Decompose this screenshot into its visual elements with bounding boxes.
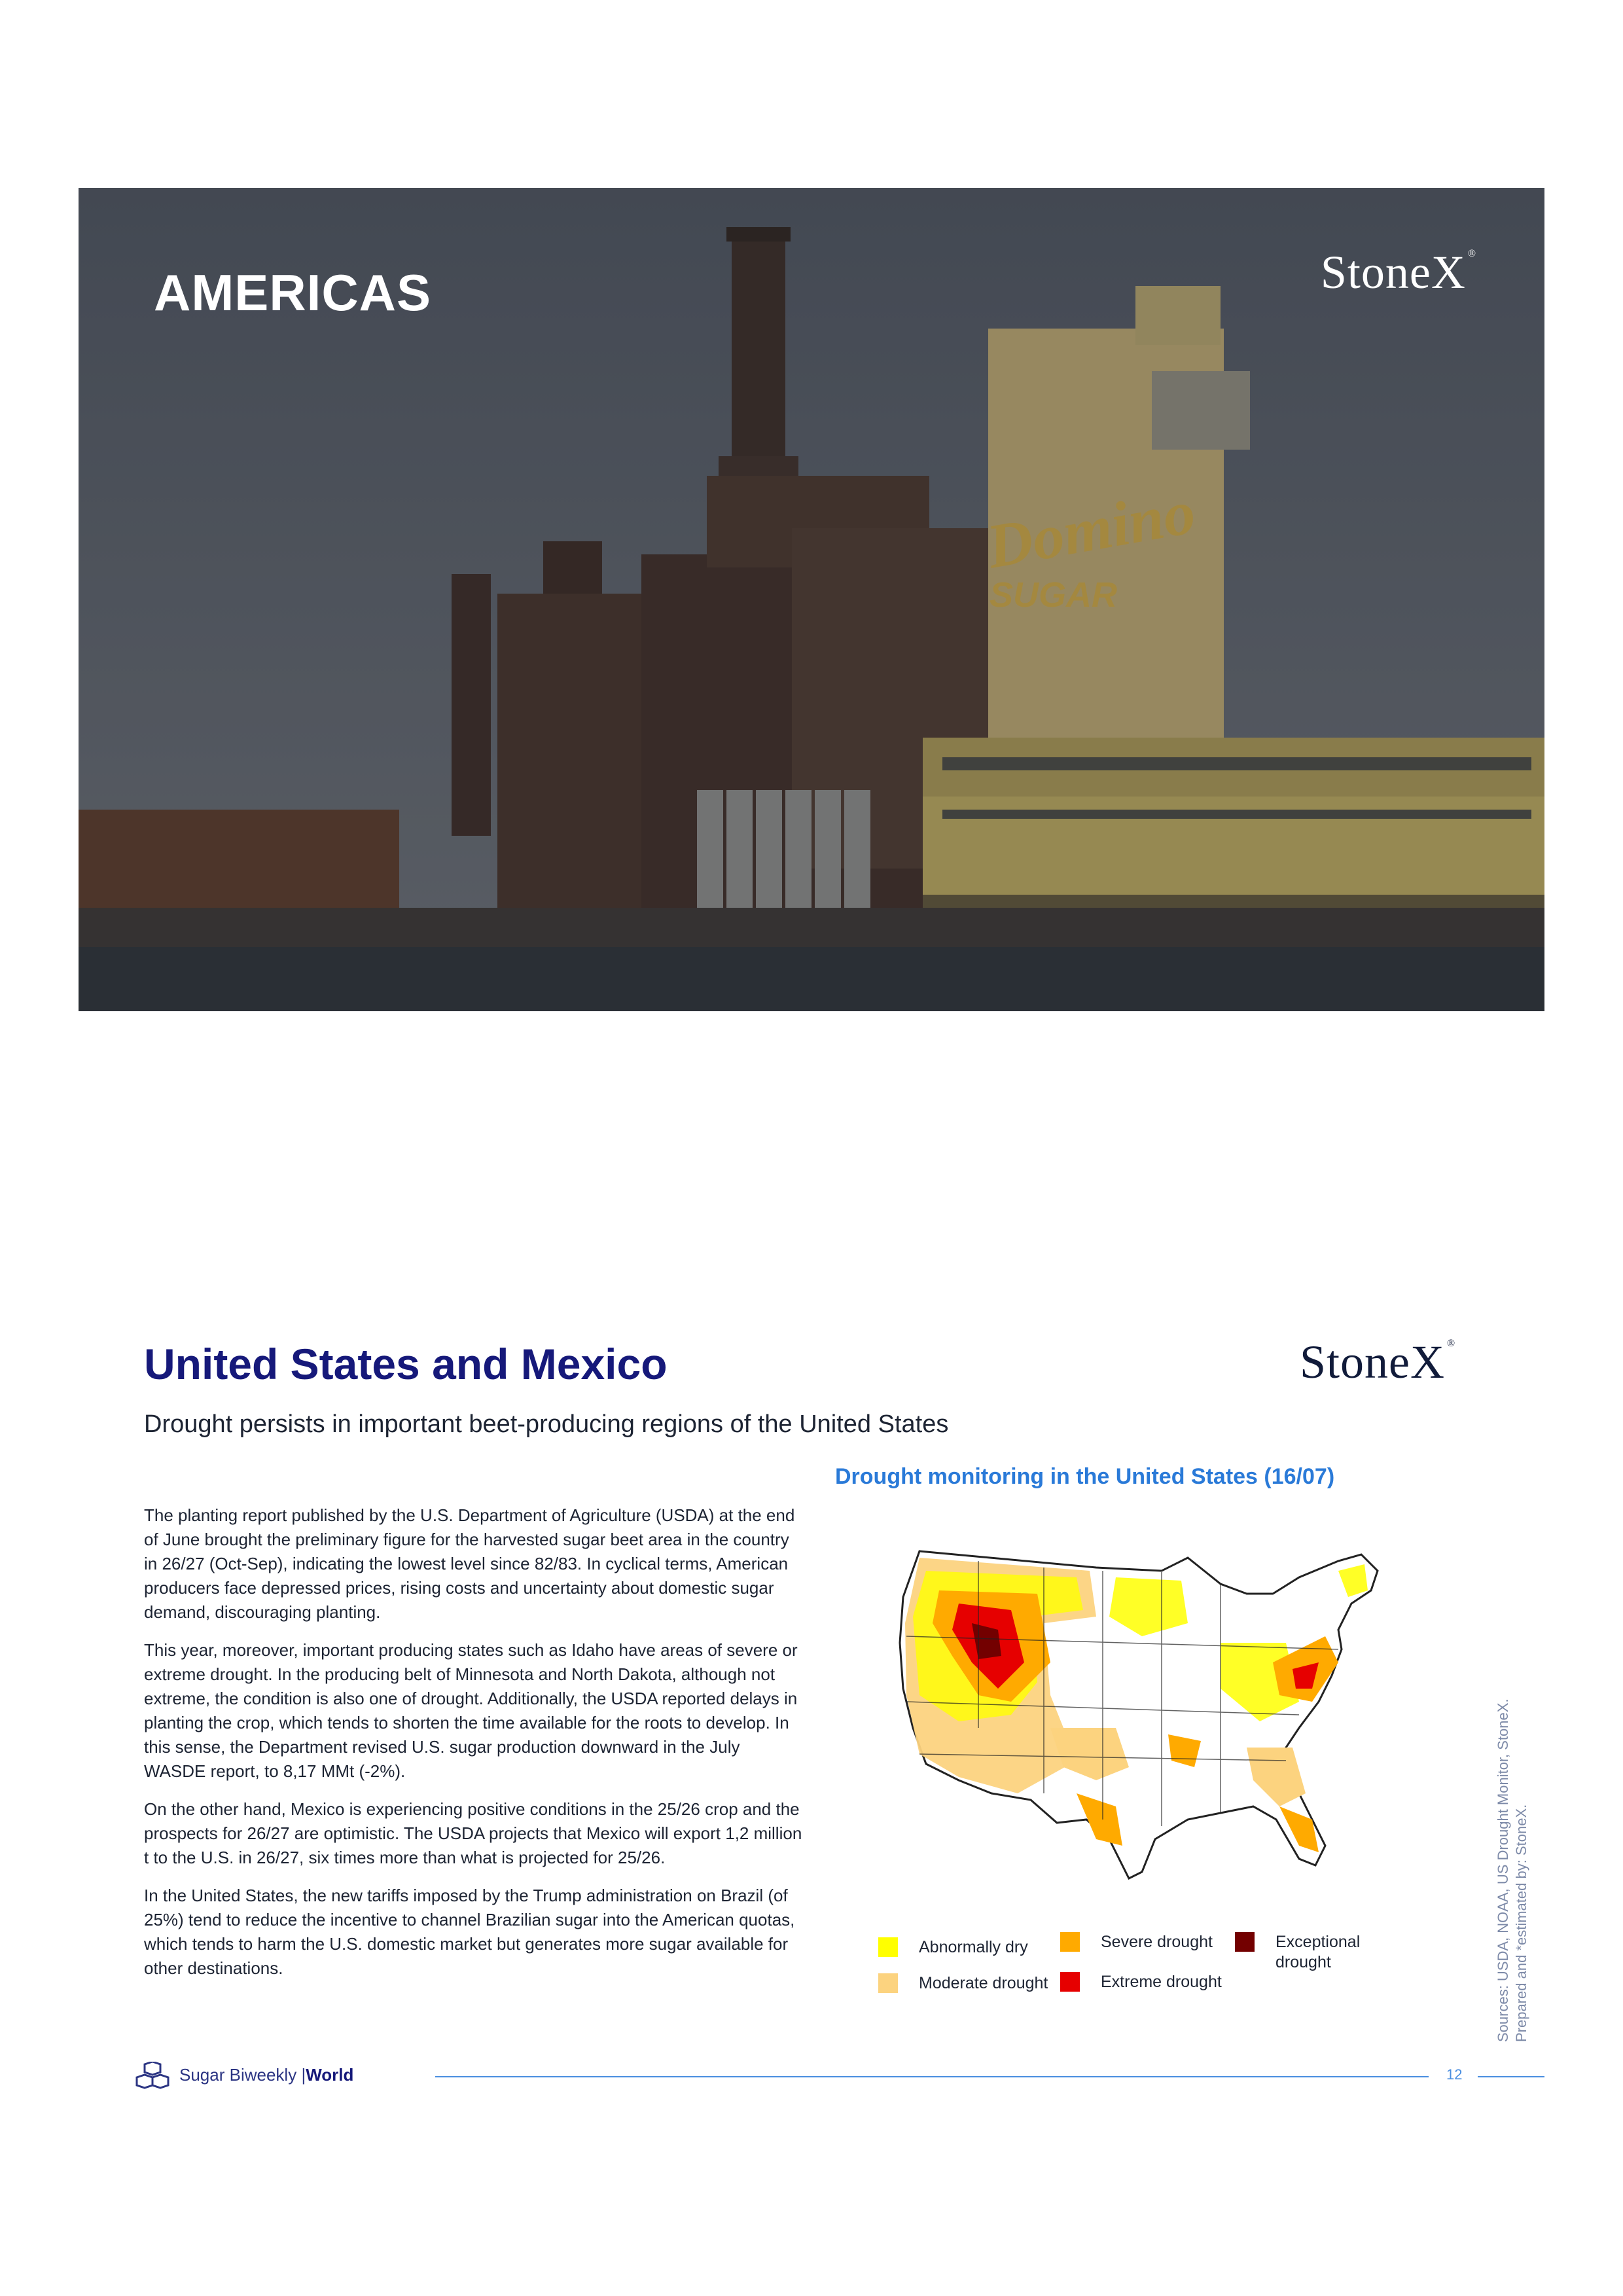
hero-banner [79, 188, 1544, 1011]
sugar-sign: SUGAR [990, 575, 1118, 615]
legend-moderate-drought [878, 1973, 1048, 1994]
footer-rule [435, 2076, 1429, 2077]
drought-map [880, 1532, 1404, 1901]
section-title: United States and Mexico [144, 1340, 668, 1388]
separator: | [301, 2065, 306, 2085]
paragraph: This year, moreover, important producing states such as Idaho have areas of severe or extreme drought. In the producing belt of Minnesota and North Dakota, although not extreme, the condition is also one of drought. Additionally, the USDA reported delays in planting the crop, which tends to shorten the time available for the roots to develop. In this sense, the Department revised U.S. sugar production downward in the July WASDE report, to 8,17 MMt (-2%). [144, 1640, 798, 1781]
legend-label: Moderate drought [919, 1974, 1048, 1992]
legend-label: Exceptional drought [1275, 1933, 1361, 1971]
legend-label: Abnormally dry [919, 1938, 1028, 1956]
footer-publication [179, 2065, 353, 2085]
legend-abnormally-dry [878, 1937, 1028, 1958]
section-subtitle: Drought persists in important beet-producing regions of the United States [144, 1410, 949, 1438]
page-number: 12 [1446, 2066, 1463, 2083]
legend-swatch [878, 1937, 898, 1957]
legend-exceptional-drought [1235, 1932, 1366, 1973]
legend-swatch [1060, 1972, 1080, 1992]
legend-extreme-drought [1060, 1972, 1222, 1992]
edition-name: World [306, 2065, 354, 2085]
paragraph: In the United States, the new tariffs imposed by the Trump administration on Brazil (of 25%) tend to reduce the incentive to channel Brazilian sugar into the American quotas, which tends to harm the U.S. domestic market but generates more sugar available for other destinations. [144, 1886, 795, 1978]
footer-rule-right [1478, 2076, 1544, 2077]
legend-label: Severe drought [1101, 1933, 1213, 1951]
stonex-logo: StoneX ® [1320, 246, 1476, 298]
legend-swatch [1060, 1932, 1080, 1952]
paragraph: The planting report published by the U.S. Department of Agriculture (USDA) at the end of June brought the preliminary figure for the harvested sugar beet area in the country in 26/27 (Oct-Sep), indicating the lowest level since 82/83. In cyclical terms, American producers face depressed prices, rising costs and uncertainty about domestic sugar demand, discouraging planting. [144, 1505, 795, 1622]
publication-name: Sugar Biweekly [179, 2065, 297, 2085]
legend-swatch [1235, 1932, 1255, 1952]
cubes-icon [134, 2062, 171, 2097]
paragraph: On the other hand, Mexico is experiencing positive conditions in the 25/26 crop and the prospects for 26/27 are optimistic. The USDA projects that Mexico will export 1,2 million t to the U.S. in 26/27, six times more than what is projected for 25/26. [144, 1799, 802, 1867]
domino-sign: Domino [982, 476, 1200, 582]
figure-title: Drought monitoring in the United States (16/07) [835, 1464, 1335, 1489]
hero-title: AMERICAS [154, 264, 432, 321]
legend-swatch [878, 1973, 898, 1993]
legend-severe-drought [1060, 1932, 1213, 1952]
article-body [144, 1503, 805, 1994]
sources-note: Sources: USDA, NOAA, US Drought Monitor, StoneX. Prepared and *estimated by: StoneX. [1495, 1698, 1529, 2042]
legend-label: Extreme drought [1101, 1973, 1222, 1991]
stonex-logo-section: StoneX ® [1300, 1336, 1456, 1388]
